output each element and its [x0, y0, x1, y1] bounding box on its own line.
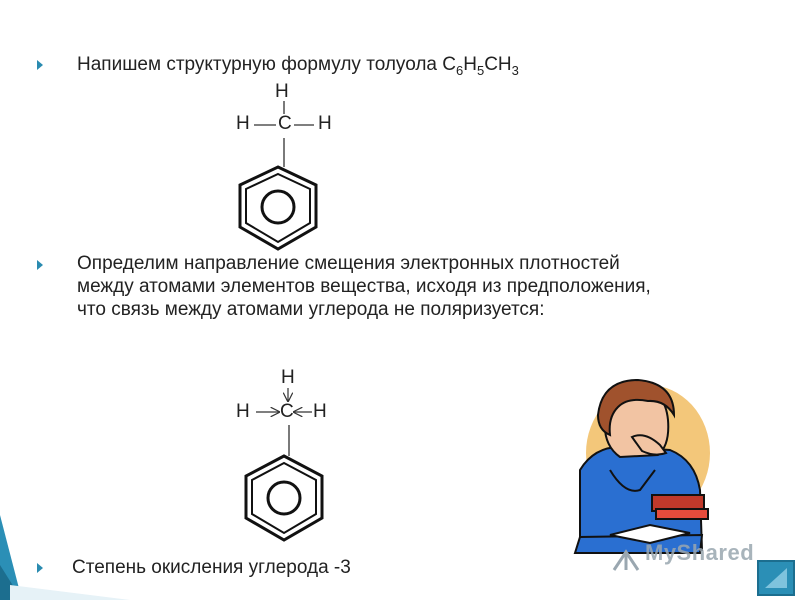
s2-right-h: H — [313, 401, 327, 422]
s1-left-h: H — [236, 113, 250, 134]
s2-top-h: H — [281, 367, 295, 388]
corner-decoration — [0, 505, 130, 600]
s1-center-c: C — [278, 113, 292, 134]
bullet-2-paragraph: Определим направление смещения электронных плотностей между атомами элементов вещества, исходя из предположения, что связь между атомами углерода не поляризуется: — [77, 253, 651, 320]
s1-right-h: H — [318, 113, 332, 134]
s2-left-h: H — [236, 401, 250, 422]
watermark-text: MyShared — [645, 540, 755, 565]
s2-center-c: C — [280, 401, 294, 422]
nav-arrow-icon — [759, 562, 793, 594]
bullet-1-text: Напишем структурную формулу толуола $C_6H_5CH_3$ — [77, 54, 519, 78]
bullet-3-text: Степень окисления углерода -3 — [72, 557, 351, 578]
s1-top-h: H — [275, 81, 289, 102]
watermark-logo-icon — [612, 546, 640, 572]
student-clipart-image — [570, 375, 755, 560]
nav-button[interactable] — [757, 560, 795, 596]
